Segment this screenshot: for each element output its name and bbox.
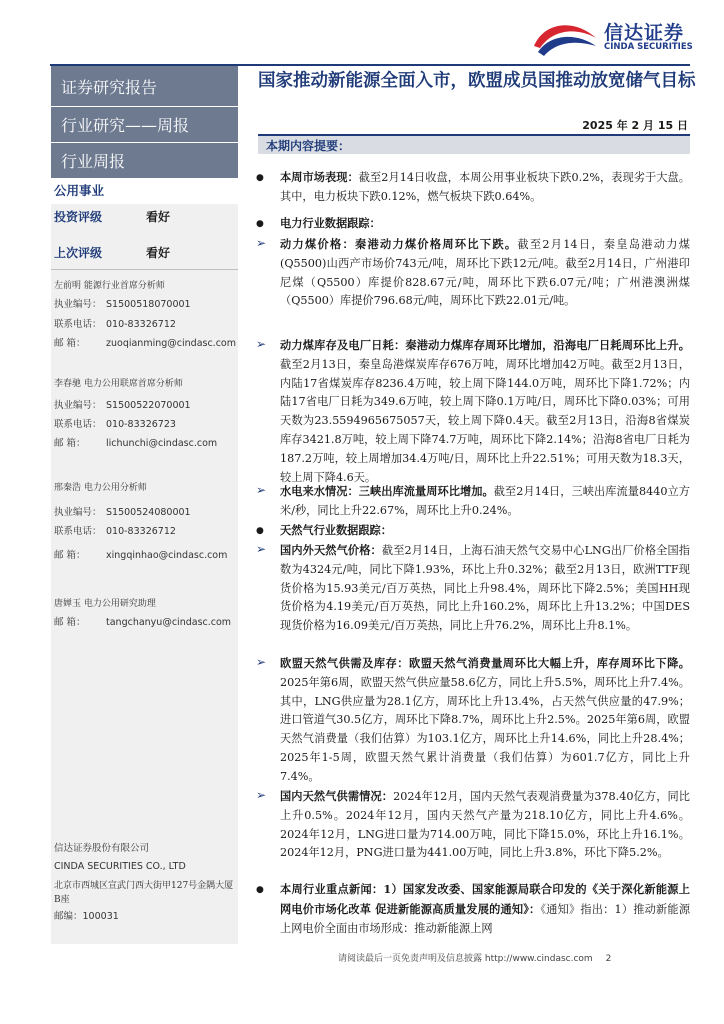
- page-footer: [338, 951, 693, 964]
- report-title: 国家推动新能源全面入市，欧盟成员国推动放宽储气目标: [258, 71, 696, 91]
- analyst-cert: 执业编号： S1500522070001: [54, 400, 191, 411]
- bullet-arrow-icon: ➢: [256, 337, 267, 351]
- summary-item: ➢ 欧盟天然气供需及库存：欧盟天然气消费量周环比大幅上升，库存周环比下降。2025年第6周，欧盟天然气供应量58.6亿方，同比上升5.5%，周环比上升7.4%。其中，LNG供应量为28.1亿方，周环比上升13.4%，占天然气供应量的47.9%；进口管道气30.5亿方，周环比下降8.7%，周环比上升2.5%。2025年第6周，欧盟天然气消费量（我们估算）为103.1亿方，周环比上升14.6%，同比上升28.4%；2025年1-5周，欧盟天然气累计消费量（我们估算）为601.7亿方，同比上升7.4%。: [256, 655, 690, 783]
- report-date: 2025 年 2 月 15 日: [582, 119, 688, 132]
- analyst-title: 左前明 能源行业首席分析师: [54, 281, 165, 291]
- summary-item: ➢ 动力煤库存及电厂日耗：秦港动力煤库存周环比增加，沿海电厂日耗周环比上升。截至2月13日，秦皇岛港煤炭库存676万吨，周环比增加42万吨。截至2月13日，内陆17省煤炭库存8236.4万吨，较上周下降144.0万吨，周环比下降1.72%；内陆17省电厂日耗为349.6万吨，较上周下降0.1万吨/日，周环比下降0.03%；可用天数为23.5594965675057天，较上周下降0.4天。截至2月13日，沿海8省煤炭库存3421.8万吨，较上周下降74.7万吨，周环比下降2.14%；沿海8省电厂日耗为187.2万吨，较上周增加34.4万吨/日，周环比上升22.51%；可用天数为18.3天，较上周下降4.6天。: [256, 337, 690, 484]
- bullet-arrow-icon: ➢: [256, 483, 267, 497]
- bullet-arrow-icon: ➢: [256, 236, 267, 250]
- analyst-cert: 执业编号： S1500524080001: [54, 507, 191, 518]
- report-type-label: 证券研究报告: [51, 66, 238, 106]
- bullet-arrow-icon: ➢: [256, 655, 267, 669]
- summary-item: ➢ 国内天然气供需情况：2024年12月，国内天然气表观消费量为378.40亿方，同比上升0.5%。2024年12月，国内天然气产量为218.10亿方，同比上升4.6%。2024年12月，LNG进口量为714.00万吨，同比下降15.0%，环比上升16.1%。2024年12月，PNG进口量为441.00万吨，同比上升3.8%，环比下降5.2%。: [256, 788, 690, 860]
- analyst-title: 邢秦浩 电力公用分析师: [54, 483, 147, 493]
- disclaimer-note: 请阅读最后一页免责声明及信息披露: [338, 954, 483, 964]
- analyst-email: 邮 箱： lichunchi@cindasc.com: [54, 438, 218, 449]
- summary-item: ● 天然气行业数据跟踪：: [280, 521, 690, 541]
- analyst-phone: 联系电话： 010-83326712: [54, 526, 176, 537]
- cinda-logo: [530, 16, 710, 58]
- company-postcode: 邮编：100031: [54, 911, 119, 922]
- report-category-label: 行业研究——周报: [51, 106, 238, 142]
- cinda-swoosh-icon: [530, 16, 600, 58]
- prev-rating-label: 上次评级: [54, 246, 103, 260]
- company-address-line2: B座: [54, 895, 70, 905]
- logo-text-en: CINDA SECURITIES: [604, 42, 693, 52]
- summary-item: ● 本周行业重点新闻：1）国家发改委、国家能源局联合印发的《关于深化新能源上网电价市场化改革 促进新能源高质量发展的通知》：《通知》指出：1）推动新能源上网电价全面由市场形成：推动新能源上网: [256, 882, 691, 935]
- rating-label: 投资评级: [54, 210, 103, 224]
- summary-item: ➢ 动力煤价格：秦港动力煤价格周环比下跌。截至2月14日，秦皇岛港动力煤(Q5500)山西产市场价743元/吨，周环比下跌12元/吨。截至2月14日，广州港印尼煤（Q5500）库提价828.67元/吨，周环比下跌6.07元/吨；广州港澳洲煤（Q5500）库提价796.68元/吨，周环比下跌22.01元/吨。: [256, 236, 690, 308]
- analyst-title: 李春驰 电力公用联席首席分析师: [54, 379, 183, 389]
- summary-item: ➢ 国内外天然气价格：截至2月14日，上海石油天然气交易中心LNG出厂价格全国指数为4324元/吨，同比下降1.93%，环比上升0.32%；截至2月13日，欧洲TTF现货价格为15.93美元/百万英热，同比上升98.4%，周环比下降2.5%；美国HH现货价格为4.19美元/百万英热，同比上升160.2%，周环比上升13.2%；中国DES现货价格为16.09美元/百万英热，同比上升76.2%，周环比上升8.1%。: [256, 542, 690, 633]
- analyst-phone: 联系电话： 010-83326723: [54, 419, 176, 430]
- industry-name: 公用事业: [51, 178, 238, 204]
- bullet-dot-icon: ●: [256, 885, 264, 895]
- bullet-arrow-icon: ➢: [256, 788, 267, 802]
- page-number: 2: [605, 954, 612, 964]
- rating-value: 看好: [146, 210, 171, 224]
- analyst-title: 唐婵玉 电力公用研究助理: [54, 599, 156, 609]
- report-subtype-label: 行业周报: [51, 142, 238, 178]
- company-name-en: CINDA SECURITIES CO., LTD: [54, 861, 186, 872]
- sidebar: [51, 66, 238, 944]
- bullet-dot-icon: ●: [256, 173, 264, 183]
- company-address: 北京市西城区宣武门西大街甲127号金隅大厦: [54, 881, 234, 891]
- logo-text-cn: 信达证券: [604, 22, 685, 44]
- analyst-cert: 执业编号： S1500518070001: [54, 299, 191, 310]
- bullet-arrow-icon: ➢: [256, 542, 267, 556]
- analyst-phone: 联系电话： 010-83326712: [54, 319, 176, 330]
- company-name-cn: 信达证券股份有限公司: [54, 843, 150, 854]
- analyst-email: 邮 箱： tangchanyu@cindasc.com: [54, 617, 232, 628]
- bullet-dot-icon: ●: [256, 219, 264, 229]
- summary-heading-bar: [258, 134, 690, 154]
- analyst-email: 邮 箱： xingqinhao@cindasc.com: [54, 550, 228, 561]
- prev-rating-value: 看好: [146, 246, 171, 260]
- summary-item: ● 电力行业数据跟踪：: [280, 214, 690, 234]
- summary-heading: 本期内容提要：: [266, 139, 351, 153]
- analyst-email: 邮 箱： zuoqianming@cindasc.com: [54, 338, 236, 349]
- sidebar-divider: [51, 269, 238, 270]
- website-link[interactable]: http://www.cindasc.com: [484, 954, 593, 964]
- bullet-dot-icon: ●: [256, 526, 264, 536]
- summary-item: ● 本周市场表现：截至2月14日收盘，本周公用事业板块下跌0.2%，表现劣于大盘。其中，电力板块下跌0.12%，燃气板块下跌0.64%。: [256, 170, 690, 203]
- summary-item: ➢ 水电来水情况：三峡出库流量周环比增加。截至2月14日，三峡出库流量8440立方米/秒，同比上升22.67%，周环比上升0.24%。: [256, 483, 690, 517]
